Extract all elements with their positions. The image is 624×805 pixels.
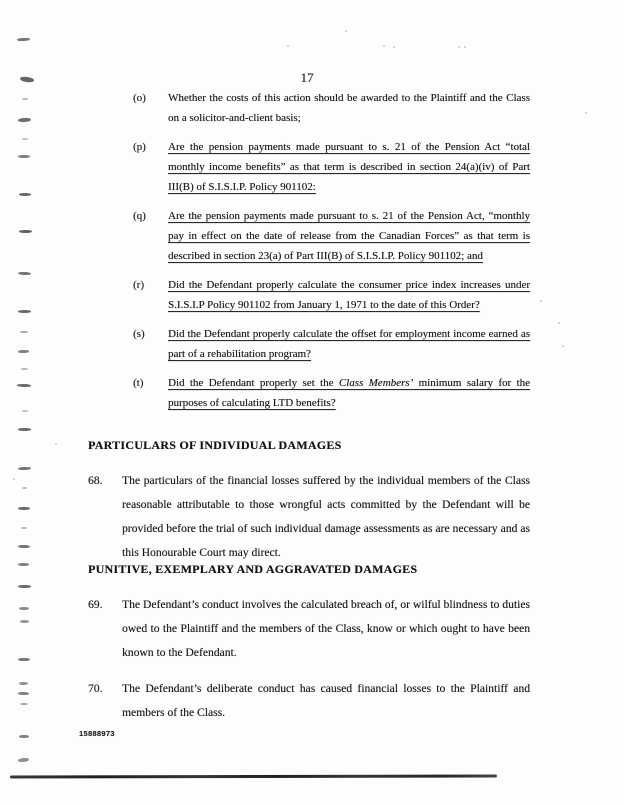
scan-speck	[585, 112, 587, 114]
scan-artifact	[20, 703, 28, 705]
list-item-text: Did the Defendant properly calculate the consumer price index increases under S.I.S.I.P Policy 901102 from January 1, 1971 to the date of this Order?	[168, 279, 530, 311]
list-item-q	[133, 206, 530, 266]
numbered-paragraph	[88, 593, 530, 665]
scan-artifact	[18, 507, 30, 510]
scan-artifact	[18, 658, 30, 661]
list-item-text-segment: Did the Defendant properly set the	[168, 377, 339, 389]
scan-artifact	[18, 692, 29, 695]
scan-artifact	[21, 368, 28, 370]
scan-artifact	[19, 682, 28, 685]
scan-artifact	[18, 118, 31, 123]
section-heading: PARTICULARS OF INDIVIDUAL DAMAGES	[88, 438, 342, 452]
scan-speck	[13, 478, 15, 480]
scan-artifact	[18, 272, 31, 275]
scan-artifact	[18, 757, 29, 762]
scan-speck	[345, 30, 347, 32]
scan-speck	[287, 45, 289, 47]
section-punitive	[88, 562, 530, 725]
scan-artifact	[22, 487, 27, 489]
list-item-text-segment: minimum salary for the purposes of calculating LTD benefits?	[168, 377, 530, 409]
section-heading: PUNITIVE, EXEMPLARY AND AGGRAVATED DAMAGES	[88, 562, 418, 576]
scan-artifact	[19, 193, 31, 196]
list-item-label: (o)	[133, 92, 146, 104]
scan-speck	[464, 46, 466, 48]
list-item-label: (q)	[133, 210, 146, 222]
scan-artifact	[17, 38, 30, 42]
scan-artifact	[20, 76, 35, 83]
paragraph-text: The particulars of the financial losses suffered by the individual members of the Class reasonable attributable to those wrongful acts committed by the Defendant will be provided before the trial of such individual damage assessments as are necessary and as this Honourable Court may direct.	[122, 474, 530, 559]
paragraph-number: 70.	[88, 682, 103, 695]
list-item-text: Are the pension payments made pursuant to s. 21 of the Pension Act, “monthly pay in effect on the date of release from the Canadian Forces” as that term is described in section 23(a) of Part III(B) of S.I.S.I.P. Policy 901102; and	[168, 210, 530, 262]
list-item-o	[133, 88, 530, 128]
list-item-p	[133, 137, 530, 197]
page-number: 17	[300, 70, 314, 85]
scan-artifact	[20, 620, 29, 623]
scan-artifact	[18, 310, 31, 313]
list-item-text-italic: Class Members’	[338, 377, 414, 389]
scan-artifact	[22, 98, 28, 100]
scan-artifact	[18, 350, 29, 353]
scan-artifact	[18, 545, 30, 548]
paragraph-number: 68.	[88, 474, 103, 487]
section-particulars	[88, 438, 530, 565]
scan-artifact	[19, 735, 29, 738]
scan-artifact	[20, 331, 28, 333]
list-item-label: (p)	[133, 141, 146, 153]
list-item-label: (s)	[133, 328, 145, 340]
scan-speck	[55, 443, 57, 445]
scan-artifact	[18, 428, 31, 431]
paragraph-text: The Defendant’s deliberate conduct has caused financial losses to the Plaintiff and members of the Class.	[122, 682, 530, 719]
scan-speck	[383, 45, 385, 47]
list-item-r	[133, 275, 530, 315]
scan-artifact	[18, 563, 29, 566]
scan-artifact	[19, 607, 29, 610]
scan-speck	[562, 345, 564, 347]
scan-speck	[558, 322, 560, 324]
document-id-stamp: 15888973	[79, 729, 115, 738]
list-item-text: Whether the costs of this action should be awarded to the Plaintiff and the Class on a solicitor-and-client basis;	[168, 92, 530, 124]
paragraph-text: The Defendant’s conduct involves the calculated breach of, or wilful blindness to duties owed to the Plaintiff and the members of the Class, know or which ought to have been known to the Defendant.	[122, 598, 530, 659]
list-item-s	[133, 324, 530, 364]
scan-speck	[540, 300, 542, 302]
list-item-label: (r)	[133, 279, 144, 291]
scan-speck	[458, 46, 460, 48]
scan-artifact	[18, 155, 30, 158]
scan-artifact	[19, 230, 32, 233]
scan-artifact	[18, 585, 31, 588]
paragraph-number: 69.	[88, 598, 103, 611]
numbered-paragraph	[88, 677, 530, 725]
numbered-paragraph	[88, 469, 530, 565]
page-bottom-rule	[10, 774, 497, 778]
scan-artifact	[22, 410, 28, 412]
list-item-text: Did the Defendant properly calculate the offset for employment income earned as part of a rehabilitation program?	[168, 328, 530, 360]
scan-artifact	[17, 384, 31, 387]
list-item-t	[133, 373, 530, 413]
list-item-label: (t)	[133, 377, 144, 389]
scan-speck	[393, 46, 395, 48]
scan-artifact	[22, 138, 28, 140]
list-item-text	[168, 373, 530, 413]
list-item-text: Are the pension payments made pursuant to s. 21 of the Pension Act “total monthly income benefits” as that term is described in section 24(a)(iv) of Part III(B) of S.I.S.I.P. Policy 901102:	[168, 141, 530, 193]
question-list	[133, 88, 530, 422]
scan-artifact	[18, 467, 31, 470]
scan-artifact	[21, 527, 27, 529]
